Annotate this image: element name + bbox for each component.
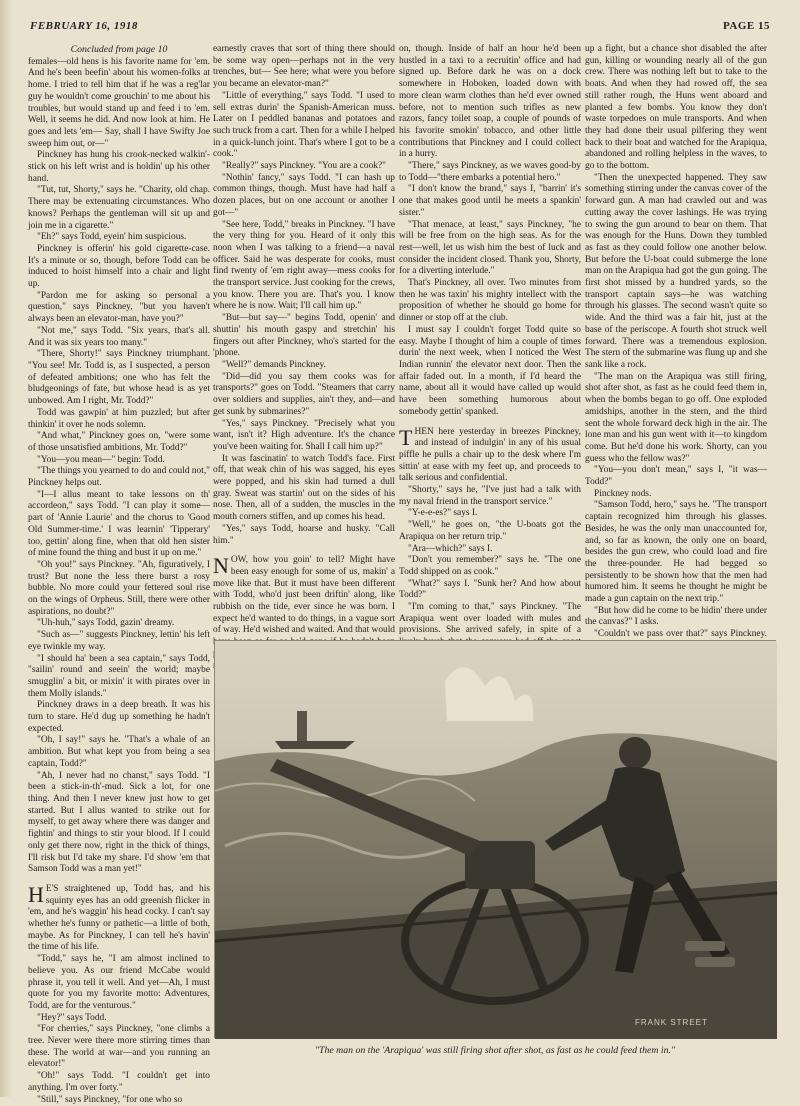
paragraph: "Todd," says he, "I am almost inclined to believe you. As our friend McCabe would phrase it, you tell it well. And yet—Ah, I must quote for you my favorite motto: Adventures, Todd, are for the venturous." xyxy=(28,954,210,1011)
paragraph: Todd was gawpin' at him puzzled; but after thinkin' it over he nods solemn. xyxy=(28,407,210,430)
shell xyxy=(695,957,735,967)
paragraph: "Oh you!" says Pinckney. "Ah, figuratively, I trust? But none the less there burst a rosy bubble. No more could your fettered soul rise on the wings of Orpheus. Still, there were other aspirations, no doubt?" xyxy=(28,559,210,617)
paragraph: "I'm coming to that," says Pinckney. "The Arapiqua went over loaded with mules and provisions. She arrived safely, in spite of a xyxy=(399,602,581,636)
paragraph: "Samson Todd, hero," says he. "The transport captain recognized him through his glasses. Besides, he was the only man unaccounted for, and, so far as known, the only one on board, besides the gun crew, who could load and fire the three-pounder. He had begged so persistently to be shown how that the men had humored him. It seems he thought he might be made a gun captain on the next trip." xyxy=(585,500,767,605)
paragraph: "Don't you remember?" says he. "The one Todd shipped on as cook." xyxy=(399,555,581,577)
drop-cap: T xyxy=(399,424,413,450)
paragraph: "That menace, at least," says Pinckney, "he will be free from on the high seas. As for the rest—well, let us wish him the best of luck and consider the incident closed. Thank you, Shorty, for a diverting interlude." xyxy=(399,219,581,277)
paragraph: "You—you don't mean," says I, "it was—Todd?" xyxy=(585,465,767,488)
paragraph: "See here, Todd," breaks in Pinckney. "I have the very thing for you. Heard of it only this noon when I was talking to a friend—a naval officer. Said he was desperate for cooks, must find twenty of 'em right away—mess cooks for the transport service. Just cooking for the crews, you know. There you are. That's you. I know where he is now. Wait; I'll call him up." xyxy=(213,219,395,312)
paragraph: "Yes," says Todd, hoarse and husky. "Call him." xyxy=(213,523,395,546)
paragraph: "Nothin' fancy," says Todd. "I can hash up common things, though. Must have had half a dozen places, but on one account or another I got—" xyxy=(213,172,395,218)
submarine-hull xyxy=(275,741,355,749)
paragraph-text: E'S straightened up, Todd has, and his squinty eyes has an odd greenish flicker in 'em, and he's waggin' his head cocky. I can't say whether he's funny or pathetic—a little of both, maybe. As for Pinckney, I can tell he's havin' the time of his life. xyxy=(28,883,210,953)
paragraph: Pinckney nods. xyxy=(594,488,652,499)
column-4 xyxy=(585,44,767,652)
page-number: PAGE 15 xyxy=(723,20,770,32)
paragraph: "There," says Pinckney, as we waves good-by to Todd—"there embarks a potential hero." xyxy=(399,161,581,183)
paragraph: Pinckney has hung his crook-necked walkin'-stick on his left wrist and is holdin' up his other hand. xyxy=(28,150,210,184)
illustration-drawing xyxy=(215,641,777,1039)
drop-cap: N xyxy=(213,553,229,579)
paragraph: "Well," he goes on, "the U-boats got the Arapiqua on her return trip." xyxy=(399,520,581,542)
paragraph: Pinckney is offerin' his gold cigarette-case. It's a minute or so, though, before Todd can be induced to hoist himself into a chair and light up. xyxy=(28,243,210,290)
paragraph: "Y-e-e-es?" says I. xyxy=(408,508,478,519)
issue-date: FEBRUARY 16, 1918 xyxy=(30,20,138,32)
paragraph: up a fight, but a chance shot disabled the after gun, killing or wounding nearly all of the gun crew. There was nothing left but to take to the boats. And when they had rowed off, the sea still rather rough, the Huns went aboard and planted a few bombs. You know they don't waste torpedoes on mule transports. And when they had done their usual pilfering they went back to their boat and watched for the Arapiqua, abandoned and rolling helpless in the waves, to go to the bottom. xyxy=(585,44,767,172)
illustration-gunner xyxy=(214,640,776,1038)
submarine-tower xyxy=(297,711,307,741)
paragraph: "Well?" demands Pinckney. xyxy=(222,359,326,370)
paragraph: "Eh?" says Todd, eyein' him suspicious. xyxy=(37,232,187,243)
gun-breech xyxy=(465,841,535,889)
paragraph: That's Pinckney, all over. Two minutes from then he was taxin' his mighty intellect with the proposition of whether he should go home for dinner or stop off at the club. xyxy=(399,278,581,324)
paragraph: "I should ha' been a sea captain," says Todd, "sailin' round and seein' the world; maybe smugglin' a bit, or mixin' it with pirates over in them Molly islands." xyxy=(28,653,210,699)
section-paragraph xyxy=(399,424,581,486)
column-1 xyxy=(28,44,210,1105)
paragraph: on, though. Inside of half an hour he'd been hustled in a taxi to a recruitin' office and had signed up. Before dark he was on a dock somewhere in Hoboken, loaded down with more clean warm clothes than he'd ever owned before, not to mention such trifles as new razors, fancy toilet soap, a couple of pounds of his favorite smokin' tobacco, and other little contributions that Pinckney and I could collect in a hurry. xyxy=(399,44,581,160)
paragraph: "Shorty," says he, "I've just had a talk with my naval friend in the transport service." xyxy=(399,485,581,507)
drop-cap: H xyxy=(28,881,44,907)
paragraph: "What?" says I. "Sunk her? And how about Todd?" xyxy=(399,578,581,601)
paragraph: It was fascinatin' to watch Todd's face. First off, that weak chin of his was sagged, his eyes were popped, and his skin had turned a dull gray. Sweat was startin' out on the sides of his nose. Then, all of a sudden, the muscles in the mouth corners stiffen, and up comes his head. xyxy=(213,453,395,523)
paragraph: "You—you mean—" begin: Todd. xyxy=(37,454,165,465)
paragraph: "But how did he come to be hidin' there under the canvas?" I asks. xyxy=(585,605,767,628)
paragraph: "Uh-huh," says Todd, gazin' dreamy. xyxy=(37,618,175,629)
illustration-caption: "The man on the 'Arapiqua' was still firing shot after shot, as fast as he could feed them in." xyxy=(314,1045,676,1056)
paragraph: "The things you yearned to do and could not," Pinckney helps out. xyxy=(28,466,210,489)
paragraph: "Little of everything," says Todd. "I used to sell extras durin' the Spanish-American muss. Later on I peddled bananas and potatoes and such truck from a cart. Then for a while I helped in a quick-lunch joint. That's where I got to be a cook." xyxy=(213,90,395,160)
paragraph: "Ara—which?" says I. xyxy=(408,543,493,554)
paragraph: "Hey?" says Todd. xyxy=(37,1012,107,1023)
paragraph: "And what," Pinckney goes on, "were some of those unsatisfied ambitions, Mr. Todd?" xyxy=(28,431,210,453)
paragraph: females—old hens is his favorite name for 'em. And he's been beefin' about his women-folks at home. I tried to tell him that if he was a reg'lar guy he wouldn't come grouchin' to me about his troubles, but would stand up and feed i to 'em. Well, it seems he did. And now look at him. He goes and lets 'em— Say, shall I have Swifty Joe sweep him out, or—" xyxy=(28,56,210,149)
paragraph: "Really?" says Pinckney. "You are a cook?" xyxy=(222,161,386,172)
column-3 xyxy=(399,44,581,652)
paragraph: "Still," says Pinckney, "for one who so xyxy=(37,1094,183,1105)
paragraph: "I don't know the brand," says I, "barrin' it's one that makes good until he meets a spankin' sister." xyxy=(399,184,581,218)
paragraph: "The man on the Arapiqua was still firing, shot after shot, as fast as he could feed them in, when the bombs began to go off. One exploded amidships, another in the stern, and the third sent the whole forward deck high in the air. The lone man and his gun went with it—to kingdom come. But he'd done his work. Shorty, can you guess who the fellow was?" xyxy=(585,371,767,464)
paragraph: "But—but say—" begins Todd, openin' and shuttin' his mouth gaspy and stretchin' his fingers out after Pinckney, who's started for the 'phone. xyxy=(213,313,395,359)
paragraph: "Ah, I never had no chanst," says Todd. "I been a stick-in-th'-mud. Sick a lot, for one thing. And then I never knew just how to get started. But I allus wanted to strike out for myself, to get away where there was danger and fightin' and things to stir your blood. If I could only get there now, right in the thick of things, I'll risk but I'd take my share. I'd show 'em that Samson Todd was a man yet!" xyxy=(28,770,210,875)
column-2 xyxy=(213,44,395,652)
paragraph-text: HEN here yesterday in breezes Pinckney, and instead of indulgin' in any of his usual piffle he pulls a chair up to the desk where I'm sittin' at ease with my feet up, and proceeds to talk serious and confidential. xyxy=(399,426,581,484)
paragraph: earnestly craves that sort of thing there should be some way open—perhaps not in the very trenches, but— See here; what were you before you became an elevator-man?" xyxy=(213,44,395,90)
paragraph: "Couldn't we pass over that?" says Pinckney. xyxy=(594,629,767,640)
paragraph: "For cherries," says Pinckney, "one climbs a tree. Never were there more stirring times than these. The world at war—and you running an elevator!" xyxy=(28,1024,210,1070)
col1-paragraphs xyxy=(28,57,210,876)
section-paragraph xyxy=(28,881,210,954)
paragraph: I must say I couldn't forget Todd quite so easy. Maybe I thought of him a couple of times durin' the next week, when I noticed the West Indian runnin' the elevator next door. Then the affair faded out. In a month, if I'd heard the name, about all it would have called up would have been something humorous about somebody gettin' spanked. xyxy=(399,324,581,417)
shell xyxy=(685,941,725,951)
paragraph-text: OW, how you goin' to tell? Might have been easy enough for some of us, makin' a move like that. But it must have been different with Todd, who'd just been driftin' along, like rubbish on the tide, ever since he was born. I expect he'd wanted to do things, in a vague sort of way. He'd wished and waited. And that would xyxy=(213,555,395,636)
paragraph: "Such as—" suggests Pinckney, lettin' his left eye twinkle my way. xyxy=(28,630,210,652)
page-edge-shadow xyxy=(0,0,12,1097)
paragraph: "Tut, tut, Shorty," says he. "Charity, old chap. There may be extenuating circumstances. Who knows? Perhaps the gentleman will sit up and join me in a cigarette." xyxy=(28,185,210,231)
paragraph: "Not me," says Todd. "Six years, that's all. And it was six years too many." xyxy=(28,325,210,348)
gunner-head xyxy=(619,737,651,769)
paragraph: Pinckney draws in a deep breath. It was his turn to stare. He'd dug up something he hadn't expected. xyxy=(28,700,210,734)
paragraph: "Then the unexpected happened. They saw something stirring under the canvas cover of the forward gun. A man had crawled out and was cutting away the cover lashings. He was trying to swing the gun around to bear on them. That was enough for the Huns. Down they tumbled as fast as they could follow one another below. But before the U-boat could submerge the lone man on the Arapiqua had got the gun going. The first shot missed by a hundred yards, so the transport captain says—he was watching through his glasses. The second wasn't quite so wide. And the third was a fair hit, just at the base of the periscope. A fourth shot struck well forward. There was a tremendous explosion. The stern of the submarine was flung up and she sank like a rock. xyxy=(585,172,767,370)
continued-note: Concluded from page 10 xyxy=(70,44,168,55)
paragraph: "Did—did you say them cooks was for transports?" goes on Todd. "Steamers that carry over soldiers and supplies, ain't they, and—and get sunk by submarines?" xyxy=(213,371,395,417)
page-header xyxy=(30,20,770,36)
paragraph: "Yes," says Pinckney. "Precisely what you want, isn't it? High adventure. It's the chance you've been waiting for. Shall I call him up?" xyxy=(213,418,395,452)
paragraph: "There, Shorty!" says Pinckney triumphant. "You see! Mr. Todd is, as I suspected, a person of defeated ambitions; one who has felt the bludgeonings of fate, but whose head is as yet unbowed. Am I right, Mr. Todd?" xyxy=(28,349,210,407)
paragraph: "Oh, I say!" says he. "That's a whale of an ambition. But what kept you from being a sea captain, Todd?" xyxy=(28,735,210,769)
paragraph: "Pardon me for asking so personal a question," says Pinckney, "but you haven't always been an elevator-man, have you?" xyxy=(28,290,210,325)
paragraph: "I—I allus meant to take lessons on th' accordeon," says Todd. "I can play it some—part of 'Annie Laurie' and the chorus to 'Good Old Summer-time.' I was learnin' 'Tipperary' too, gettin' along fine, when that old hen sister of mine found the thing and bust it up on me." xyxy=(28,489,210,559)
artist-signature: FRANK STREET xyxy=(635,1018,708,1027)
paragraph: "Oh!" says Todd. "I couldn't get into anything. I'm over forty." xyxy=(28,1071,210,1093)
